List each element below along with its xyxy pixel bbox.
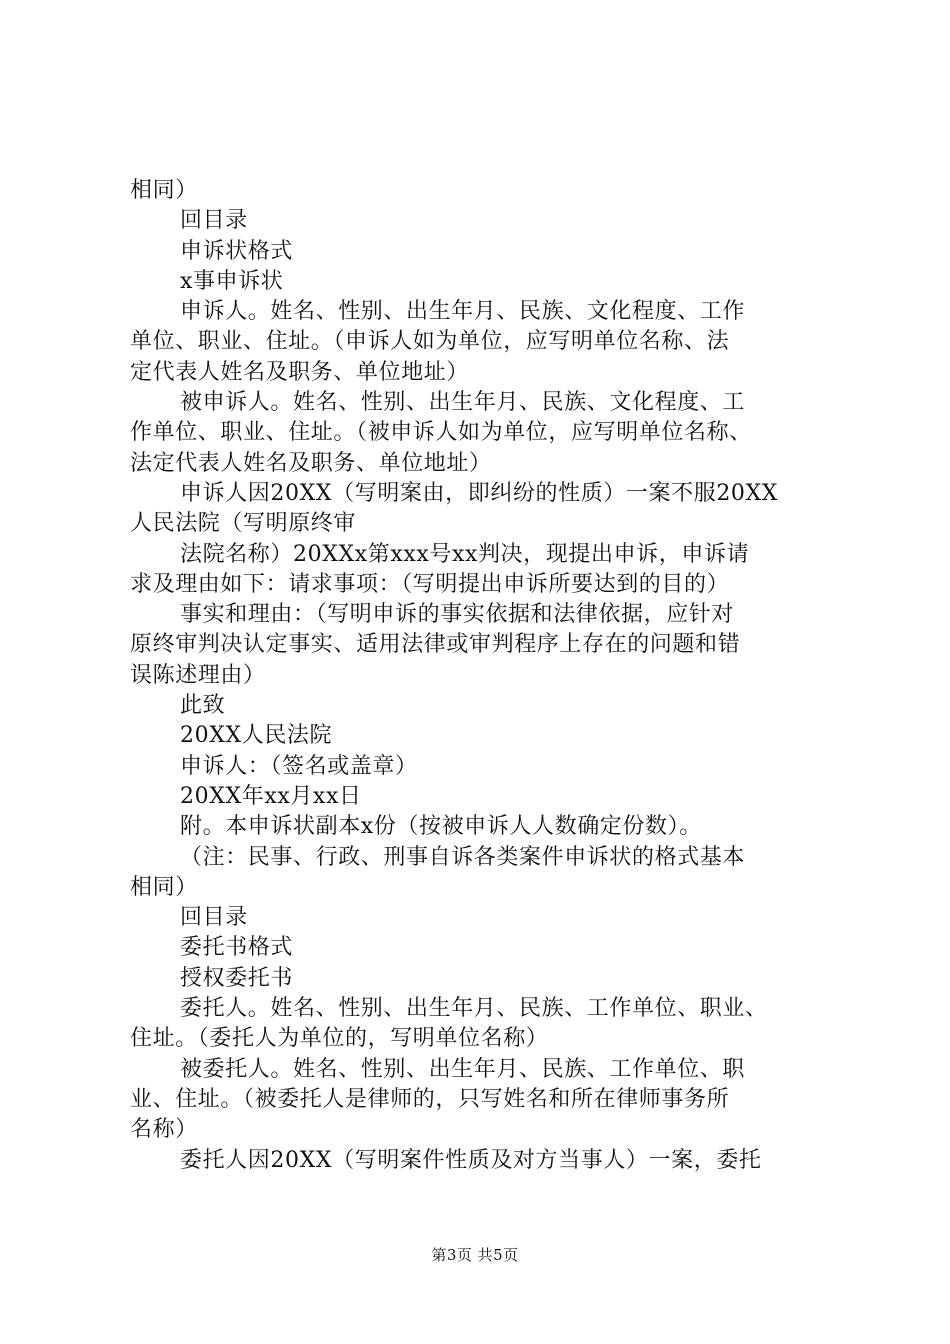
text-line-16: 原终审判决认定事实、适用法律或审判程序上存在的问题和错 [130,632,741,658]
text-line-10: 法定代表人姓名及职务、单位地址） [130,450,492,476]
text-line-31: 业、住址。（被委托人是律师的，只写姓名和所在律师事务所 [130,1086,730,1112]
text-line-5: 申诉人。姓名、性别、出生年月、民族、文化程度、工作 [180,299,746,325]
text-line-27: 授权委托书 [180,965,294,991]
text-line-30: 被委托人。姓名、性别、出生年月、民族、工作单位、职 [180,1056,746,1082]
text-line-28: 委托人。姓名、性别、出生年月、民族、工作单位、职业、 [180,996,768,1022]
page-number-footer: 第3页 共5页 [431,1246,519,1264]
text-line-22: 附。本申诉状副本x份（按被申诉人人数确定份数）。 [180,814,702,840]
text-line-15: 事实和理由：（写明申诉的事实依据和法律依据，应针对 [180,602,735,628]
text-line-17: 误陈述理由） [130,662,266,688]
text-line-14: 求及理由如下：请求事项：（写明提出申诉所要达到的目的） [130,571,730,597]
text-line-23: （注：民事、行政、刑事自诉各类案件申诉状的格式基本 [180,844,746,870]
text-line-8: 被申诉人。姓名、性别、出生年月、民族、文化程度、工 [180,390,746,416]
text-line-1: 相同） [130,178,198,203]
text-line-7: 定代表人姓名及职务、单位地址） [130,359,470,385]
text-line-32: 名称） [130,1117,198,1143]
text-line-13: 法院名称）20XXx第xxx号xx判决，现提出申诉，申诉请 [180,541,750,567]
text-line-6: 单位、职业、住址。（申诉人如为单位，应写明单位名称、法 [130,329,730,355]
document-body [130,176,835,1176]
text-line-24: 相同） [130,874,198,900]
text-line-4: x事申诉状 [180,268,284,294]
text-line-11: 申诉人因20XX（写明案由，即纠纷的性质）一案不服20XX [180,480,779,506]
text-line-20: 申诉人：（签名或盖章） [180,753,418,779]
text-line-25: 回目录 [180,905,248,931]
text-line-2: 回目录 [180,208,248,234]
text-line-26: 委托书格式 [180,935,294,961]
text-line-21: 20XX年xx月xx日 [180,783,362,809]
text-line-18: 此致 [180,693,226,719]
text-line-29: 住址。（委托人为单位的，写明单位名称） [130,1026,549,1052]
text-line-12: 人民法院（写明原终审 [130,511,357,537]
text-line-9: 作单位、职业、住址。（被申诉人如为单位，应写明单位名称、 [130,420,752,446]
text-line-19: 20XX人民法院 [180,723,333,749]
text-line-3: 申诉状格式 [180,238,294,264]
text-line-33: 委托人因20XX（写明案件性质及对方当事人）一案，委托 [180,1147,762,1173]
